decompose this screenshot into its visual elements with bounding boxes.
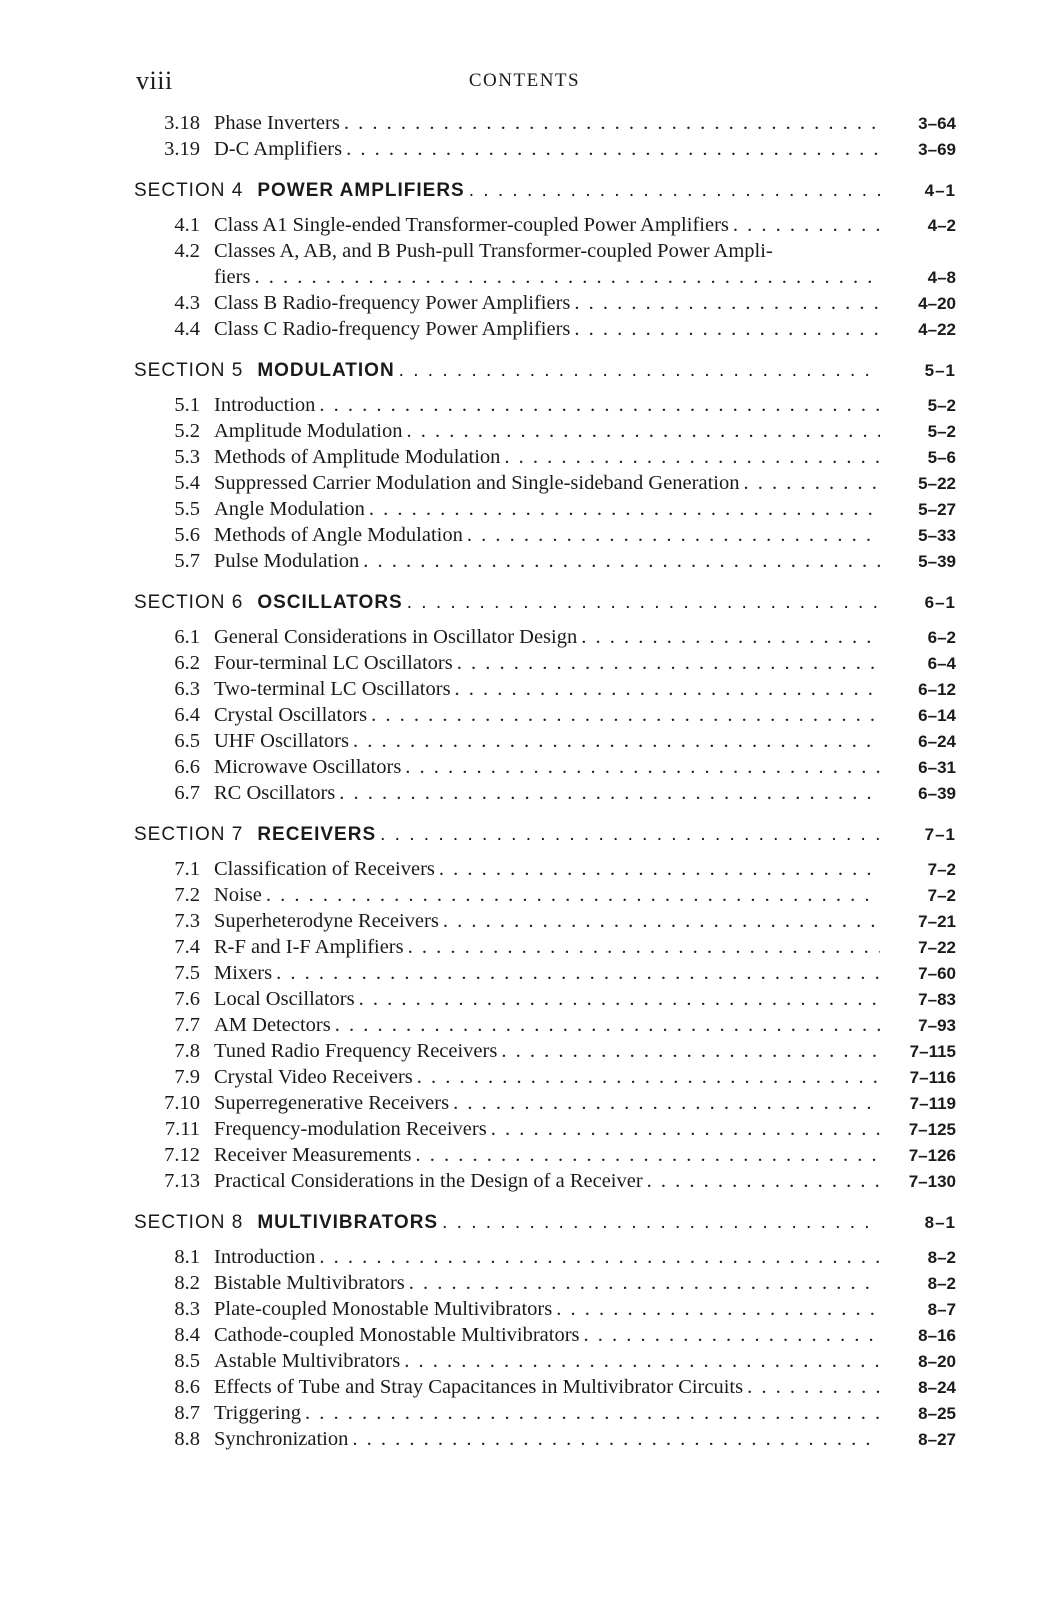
- leader-dots: [276, 960, 880, 986]
- toc-entry[interactable]: [134, 392, 956, 418]
- entry-number: 6.4: [174, 704, 200, 726]
- toc-entry[interactable]: [134, 470, 956, 496]
- leader-dots: [352, 1426, 880, 1452]
- entry-number: 6.2: [174, 652, 200, 674]
- entry-number: 4.2: [174, 240, 200, 262]
- entry-page: 5–2: [927, 422, 956, 441]
- entry-number: 7.8: [174, 1040, 200, 1062]
- section-label: SECTION 7: [134, 824, 244, 845]
- page-number: viii: [136, 66, 173, 95]
- entry-number: 7.5: [174, 962, 200, 984]
- entry-title: Methods of Amplitude Modulation: [214, 446, 501, 468]
- toc-entry[interactable]: [134, 316, 956, 342]
- toc-entry[interactable]: [134, 650, 956, 676]
- toc-entry[interactable]: [134, 1400, 956, 1426]
- leader-dots: [335, 1012, 880, 1038]
- leader-dots: [406, 418, 880, 444]
- toc-entry[interactable]: [134, 1348, 956, 1374]
- toc-entry[interactable]: [134, 1090, 956, 1116]
- toc-entry[interactable]: [134, 1244, 956, 1270]
- section-page: 7–1: [924, 825, 956, 844]
- toc-entry[interactable]: [134, 960, 956, 986]
- entry-number: 5.5: [174, 498, 200, 520]
- entry-number: 5.7: [174, 550, 200, 572]
- leader-dots: [733, 212, 880, 238]
- toc-entry[interactable]: [134, 856, 956, 882]
- toc-entry[interactable]: [134, 1038, 956, 1064]
- leader-dots: [455, 676, 880, 702]
- toc-entry[interactable]: [134, 986, 956, 1012]
- entry-page: 7–2: [927, 860, 956, 879]
- entry-page: 8–7: [927, 1300, 956, 1319]
- section-name: OSCILLATORS: [257, 592, 403, 613]
- toc-entry[interactable]: [134, 444, 956, 470]
- entry-number: 8.1: [174, 1246, 200, 1268]
- entry-page: 8–2: [927, 1274, 956, 1293]
- section-name: POWER AMPLIFIERS: [257, 180, 465, 201]
- entry-title: Phase Inverters: [214, 112, 340, 134]
- toc-entry[interactable]: [134, 418, 956, 444]
- entry-page: 6–31: [918, 758, 956, 777]
- section-heading[interactable]: [134, 588, 956, 618]
- leader-dots: [404, 1348, 880, 1374]
- entry-page: 5–33: [918, 526, 956, 545]
- entry-title: Effects of Tube and Stray Capacitances in Multivibrator Circuits: [214, 1376, 744, 1398]
- entry-title: Two-terminal LC Oscillators: [214, 678, 451, 700]
- toc-entry[interactable]: [134, 780, 956, 806]
- entry-number: 8.2: [174, 1272, 200, 1294]
- entry-title: R-F and I-F Amplifiers: [214, 936, 404, 958]
- entry-page: 7–130: [908, 1172, 956, 1191]
- toc-entry[interactable]: [134, 728, 956, 754]
- entry-page: 8–25: [918, 1404, 956, 1423]
- entry-title: Microwave Oscillators: [214, 756, 402, 778]
- leader-dots: [353, 728, 880, 754]
- entry-title: Pulse Modulation: [214, 550, 360, 572]
- section-heading[interactable]: [134, 176, 956, 206]
- leader-dots: [556, 1296, 880, 1322]
- leader-dots: [581, 624, 880, 650]
- entry-title: Crystal Oscillators: [214, 704, 368, 726]
- entry-number: 7.1: [174, 858, 200, 880]
- leader-dots: [399, 356, 880, 386]
- entry-page: 6–12: [918, 680, 956, 699]
- entry-number: 7.10: [164, 1092, 200, 1114]
- entry-number: 7.4: [174, 936, 200, 958]
- entry-number: 5.1: [174, 394, 200, 416]
- leader-dots: [647, 1168, 880, 1194]
- entry-page: 8–20: [918, 1352, 956, 1371]
- entry-page: 7–119: [909, 1094, 956, 1113]
- entry-number: 3.18: [164, 112, 200, 134]
- entry-title: Receiver Measurements: [214, 1144, 412, 1166]
- leader-dots: [491, 1116, 880, 1142]
- entry-page: 7–115: [909, 1042, 956, 1061]
- toc-entry[interactable]: [134, 882, 956, 908]
- entry-title: Methods of Angle Modulation: [214, 524, 463, 546]
- entry-title: Suppressed Carrier Modulation and Single-sideband Generation: [214, 472, 740, 494]
- leader-dots: [416, 1142, 880, 1168]
- leader-dots: [305, 1400, 880, 1426]
- leader-dots: [344, 110, 880, 136]
- toc-entry[interactable]: [134, 934, 956, 960]
- entry-page: 7–21: [918, 912, 956, 931]
- entry-page: 7–22: [918, 938, 956, 957]
- leader-dots: [369, 496, 880, 522]
- entry-title: Class B Radio-frequency Power Amplifiers: [214, 292, 571, 314]
- toc-entry[interactable]: [134, 1012, 956, 1038]
- entry-page: 4–20: [918, 294, 956, 313]
- entry-title: Mixers: [214, 962, 273, 984]
- entry-number: 7.3: [174, 910, 200, 932]
- entry-title: Amplitude Modulation: [214, 420, 403, 442]
- section-heading[interactable]: [134, 356, 956, 386]
- entry-page: 5–2: [927, 396, 956, 415]
- entry-title: Synchronization: [214, 1428, 349, 1450]
- entry-number: 6.7: [174, 782, 200, 804]
- entry-title: Astable Multivibrators: [214, 1350, 401, 1372]
- leader-dots: [254, 264, 880, 290]
- section-label: SECTION 4: [134, 180, 244, 201]
- leader-dots: [501, 1038, 880, 1064]
- leader-dots: [408, 934, 880, 960]
- section-page: 6–1: [924, 593, 956, 612]
- entry-title: Class A1 Single-ended Transformer-coupled Power Amplifiers: [214, 214, 729, 236]
- entry-page: 4–8: [927, 268, 956, 287]
- entry-page: 5–27: [918, 500, 956, 519]
- toc-entry[interactable]: [134, 522, 956, 548]
- entry-number: 6.3: [174, 678, 200, 700]
- entry-page: 3–69: [918, 140, 956, 159]
- entry-title: Introduction: [214, 1246, 316, 1268]
- leader-dots: [439, 856, 880, 882]
- leader-dots: [319, 392, 880, 418]
- leader-dots: [467, 522, 880, 548]
- section-name: MODULATION: [257, 360, 395, 381]
- entry-page: 4–2: [927, 216, 956, 235]
- toc-entry[interactable]: [134, 1270, 956, 1296]
- entry-title: Introduction: [214, 394, 316, 416]
- toc-entry[interactable]: [134, 1296, 956, 1322]
- entry-number: 7.11: [164, 1118, 200, 1140]
- toc-entry[interactable]: [134, 1168, 956, 1194]
- entry-number: 8.4: [174, 1324, 200, 1346]
- section-label: SECTION 6: [134, 592, 244, 613]
- entry-page: 7–2: [927, 886, 956, 905]
- entry-number: 4.1: [174, 214, 200, 236]
- toc-entry[interactable]: [134, 1322, 956, 1348]
- entry-number: 6.1: [174, 626, 200, 648]
- entry-title: General Considerations in Oscillator Design: [214, 626, 578, 648]
- entry-number: 8.5: [174, 1350, 200, 1372]
- section-page: 4–1: [924, 181, 956, 200]
- toc-entry[interactable]: [134, 1374, 956, 1400]
- entry-page: 6–14: [918, 706, 956, 725]
- entry-number: 7.6: [174, 988, 200, 1010]
- toc-entry[interactable]: [134, 676, 956, 702]
- entry-page: 7–116: [909, 1068, 956, 1087]
- leader-dots: [405, 754, 880, 780]
- leader-dots: [574, 316, 880, 342]
- entry-number: 6.5: [174, 730, 200, 752]
- entry-title: RC Oscillators: [214, 782, 336, 804]
- entry-page: 7–126: [908, 1146, 956, 1165]
- entry-number: 3.19: [164, 138, 200, 160]
- section-page: 8–1: [924, 1213, 956, 1232]
- entry-title: Classification of Receivers: [214, 858, 435, 880]
- entry-title: Classes A, AB, and B Push-pull Transformer-coupled Power Ampli-: [214, 240, 773, 262]
- section-heading[interactable]: [134, 1208, 956, 1238]
- entry-number: 6.6: [174, 756, 200, 778]
- entry-number: 5.3: [174, 446, 200, 468]
- toc-entry[interactable]: [134, 754, 956, 780]
- leader-dots: [584, 1322, 880, 1348]
- entry-page: 4–22: [918, 320, 956, 339]
- leader-dots: [574, 290, 880, 316]
- entry-number: 7.2: [174, 884, 200, 906]
- entry-number: 8.7: [174, 1402, 200, 1424]
- entry-title: Bistable Multivibrators: [214, 1272, 405, 1294]
- leader-dots: [504, 444, 880, 470]
- leader-dots: [266, 882, 880, 908]
- entry-page: 8–16: [918, 1326, 956, 1345]
- entry-page: 3–64: [918, 114, 956, 133]
- entry-title: D-C Amplifiers: [214, 138, 343, 160]
- entry-title: Superheterodyne Receivers: [214, 910, 439, 932]
- leader-dots: [407, 588, 880, 618]
- entry-page: 6–2: [927, 628, 956, 647]
- entry-title: Plate-coupled Monostable Multivibrators: [214, 1298, 553, 1320]
- section-label: SECTION 5: [134, 360, 244, 381]
- toc-entry[interactable]: [134, 1116, 956, 1142]
- leader-dots: [747, 1374, 880, 1400]
- entry-number: 8.8: [174, 1428, 200, 1450]
- toc-entry[interactable]: [134, 238, 956, 264]
- entry-number: 5.6: [174, 524, 200, 546]
- toc-entry[interactable]: [134, 1142, 956, 1168]
- leader-dots: [442, 1208, 880, 1238]
- entry-page: 7–93: [918, 1016, 956, 1035]
- leader-dots: [417, 1064, 880, 1090]
- leader-dots: [363, 548, 880, 574]
- entry-title: Practical Considerations in the Design of a Receiver: [214, 1170, 643, 1192]
- entry-page: 6–4: [927, 654, 956, 673]
- section-label: SECTION 8: [134, 1212, 244, 1233]
- leader-dots: [469, 176, 880, 206]
- toc-entry[interactable]: [134, 496, 956, 522]
- toc-entry[interactable]: [134, 908, 956, 934]
- toc-entry[interactable]: [134, 624, 956, 650]
- entry-title: Frequency-modulation Receivers: [214, 1118, 487, 1140]
- leader-dots: [457, 650, 880, 676]
- entry-title: Local Oscillators: [214, 988, 355, 1010]
- entry-number: 5.4: [174, 472, 200, 494]
- leader-dots: [346, 136, 880, 162]
- entry-page: 6–24: [918, 732, 956, 751]
- entry-number: 8.6: [174, 1376, 200, 1398]
- leader-dots: [453, 1090, 880, 1116]
- entry-page: 7–60: [918, 964, 956, 983]
- section-name: MULTIVIBRATORS: [257, 1212, 439, 1233]
- section-heading[interactable]: [134, 820, 956, 850]
- entry-title: Cathode-coupled Monostable Multivibrators: [214, 1324, 580, 1346]
- entry-title: Angle Modulation: [214, 498, 365, 520]
- entry-title: Class C Radio-frequency Power Amplifiers: [214, 318, 571, 340]
- entry-page: 5–22: [918, 474, 956, 493]
- entry-title: AM Detectors: [214, 1014, 331, 1036]
- leader-dots: [443, 908, 880, 934]
- entry-title: Noise: [214, 884, 262, 906]
- entry-page: 6–39: [918, 784, 956, 803]
- entry-number: 8.3: [174, 1298, 200, 1320]
- leader-dots: [380, 820, 880, 850]
- entry-title: UHF Oscillators: [214, 730, 349, 752]
- section-page: 5–1: [924, 361, 956, 380]
- toc-entry[interactable]: [134, 212, 956, 238]
- entry-number: 7.9: [174, 1066, 200, 1088]
- section-name: RECEIVERS: [257, 824, 377, 845]
- leader-dots: [339, 780, 880, 806]
- leader-dots: [409, 1270, 880, 1296]
- leader-dots: [319, 1244, 880, 1270]
- toc-entry[interactable]: [134, 1064, 956, 1090]
- entry-page: 7–125: [908, 1120, 956, 1139]
- entry-title: Four-terminal LC Oscillators: [214, 652, 453, 674]
- table-of-contents: [134, 110, 956, 1452]
- toc-entry[interactable]: [134, 1426, 956, 1452]
- entry-number: 7.13: [164, 1170, 200, 1192]
- entry-number: 4.3: [174, 292, 200, 314]
- entry-title: Tuned Radio Frequency Receivers: [214, 1040, 498, 1062]
- leader-dots: [743, 470, 880, 496]
- toc-entry[interactable]: [134, 290, 956, 316]
- entry-number: 5.2: [174, 420, 200, 442]
- toc-entry[interactable]: [134, 110, 956, 136]
- entry-page: 8–24: [918, 1378, 956, 1397]
- toc-entry[interactable]: [134, 702, 956, 728]
- running-head: CONTENTS: [468, 70, 581, 91]
- entry-number: 7.7: [174, 1014, 200, 1036]
- entry-title: Triggering: [214, 1402, 301, 1424]
- toc-entry-continuation[interactable]: [134, 264, 956, 290]
- entry-number: 4.4: [174, 318, 200, 340]
- entry-page: 5–39: [918, 552, 956, 571]
- entry-page: 8–27: [918, 1430, 956, 1449]
- leader-dots: [371, 702, 880, 728]
- entry-title: Superregenerative Receivers: [214, 1092, 450, 1114]
- entry-number: 7.12: [164, 1144, 200, 1166]
- entry-page: 7–83: [918, 990, 956, 1009]
- toc-entry[interactable]: [134, 548, 956, 574]
- leader-dots: [359, 986, 880, 1012]
- entry-page: 8–2: [927, 1248, 956, 1267]
- entry-title: Crystal Video Receivers: [214, 1066, 413, 1088]
- entry-page: 5–6: [927, 448, 956, 467]
- toc-entry[interactable]: [134, 136, 956, 162]
- entry-title-continued: fiers: [214, 266, 251, 288]
